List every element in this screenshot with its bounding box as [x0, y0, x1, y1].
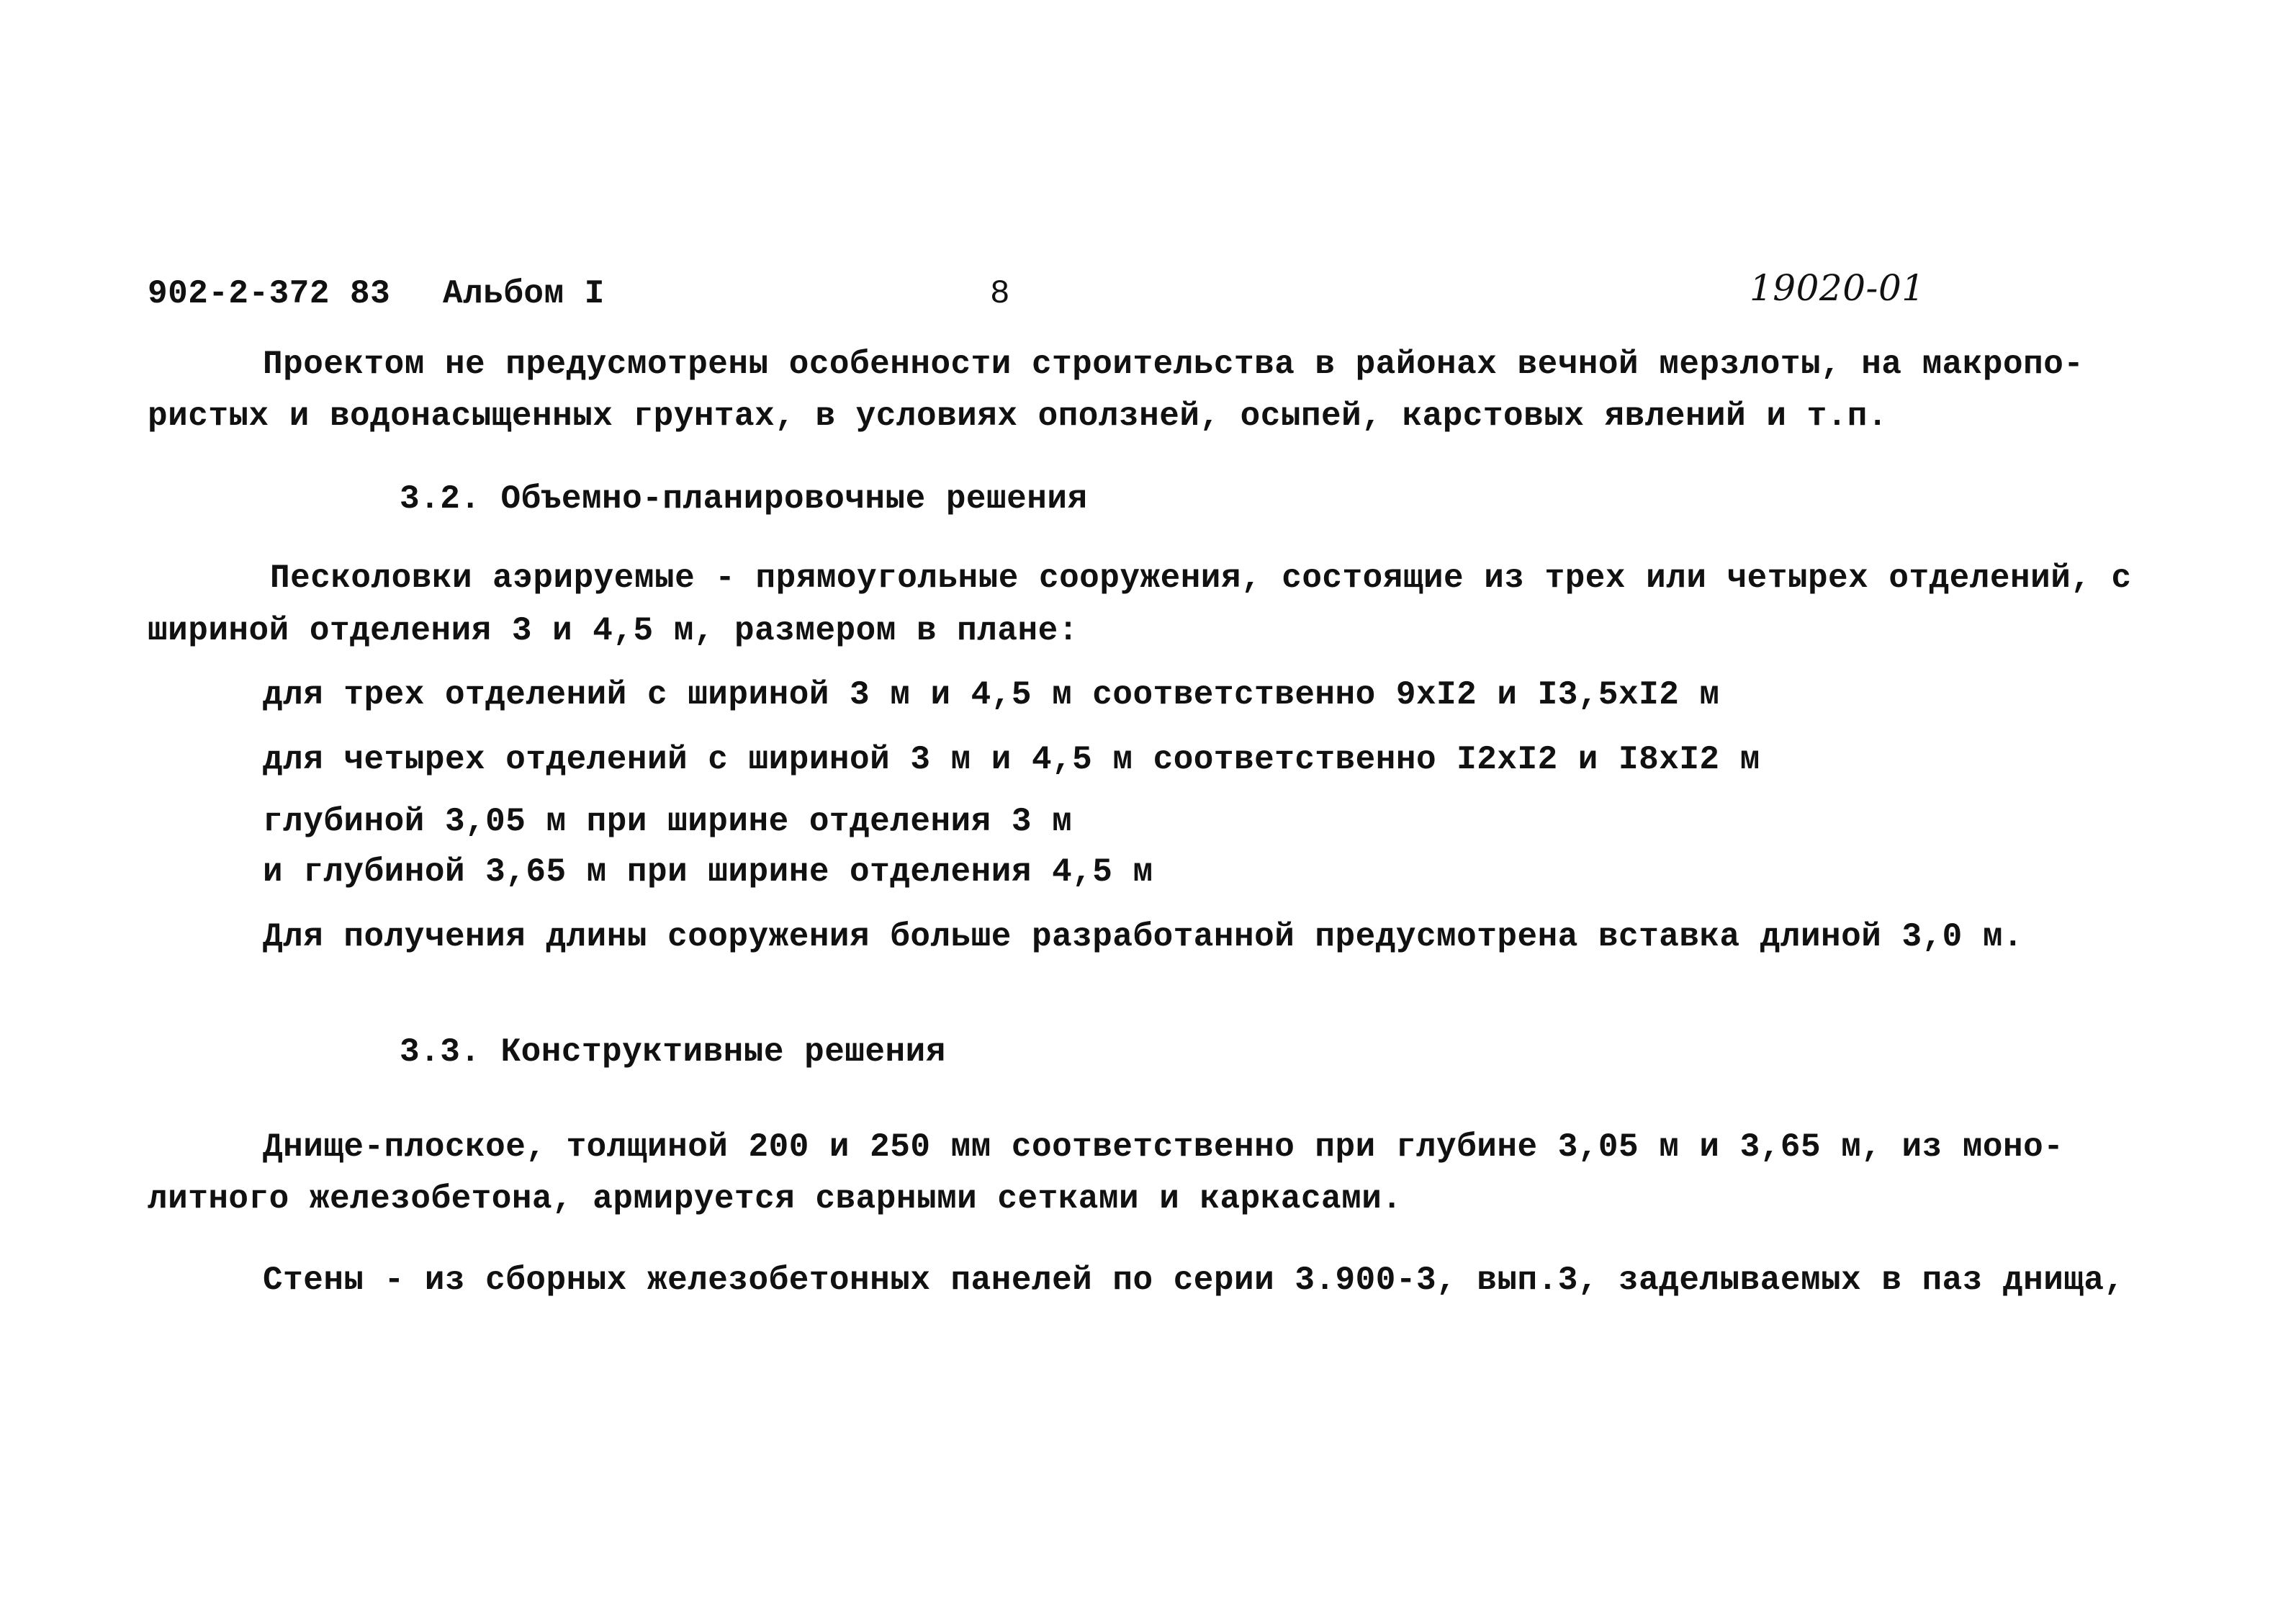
intro-paragraph-line-1: Проектом не предусмотрены особенности строительства в районах вечной мерзлоты, на макропо- [263, 346, 2084, 383]
section-3-3-paragraph-line-2: литного железобетона, армируется сварными сетками и каркасами. [148, 1180, 1403, 1218]
section-3-2-heading: 3.2. Объемно-планировочные решения [400, 480, 1088, 518]
section-3-2-depth-line-1: глубиной 3,05 м при ширине отделения 3 м [263, 803, 1073, 840]
page-number: 8 [990, 275, 1011, 313]
album-label: Альбом I [443, 275, 605, 313]
section-3-3-walls-line-1: Стены - из сборных железобетонных панелей по серии 3.900-3, вып.3, заделываемых в паз днища, [263, 1262, 2125, 1299]
section-3-3-paragraph-line-1: Днище-плоское, толщиной 200 и 250 мм соответственно при глубине 3,05 м и 3,65 м, из моно- [263, 1128, 2064, 1166]
section-3-2-paragraph-line-1: Песколовки аэрируемые - прямоугольные сооружения, состоящие из трех или четырех отделений, с [270, 559, 2132, 597]
section-3-2-item-four-compartments: для четырех отделений с шириной 3 м и 4,5 м соответственно I2хI2 и I8хI2 м [263, 741, 1760, 778]
section-3-2-depth-line-2: и глубиной 3,65 м при ширине отделения 4,5 м [263, 853, 1153, 891]
section-3-2-paragraph-line-2: шириной отделения 3 и 4,5 м, размером в плане: [148, 612, 1079, 650]
section-3-3-heading: 3.3. Конструктивные решения [400, 1033, 946, 1071]
section-3-2-insert-note: Для получения длины сооружения больше разработанной предусмотрена вставка длиной 3,0 м. [263, 918, 2024, 956]
intro-paragraph-line-2: ристых и водонасыщенных грунтах, в условиях оползней, осыпей, карстовых явлений и т.п. [148, 397, 1888, 435]
document-code: 902-2-372 83 [148, 275, 391, 313]
section-3-2-item-three-compartments: для трех отделений с шириной 3 м и 4,5 м соответственно 9хI2 и I3,5хI2 м [263, 676, 1720, 714]
handwritten-inventory-number: 19020-01 [1750, 267, 1925, 309]
